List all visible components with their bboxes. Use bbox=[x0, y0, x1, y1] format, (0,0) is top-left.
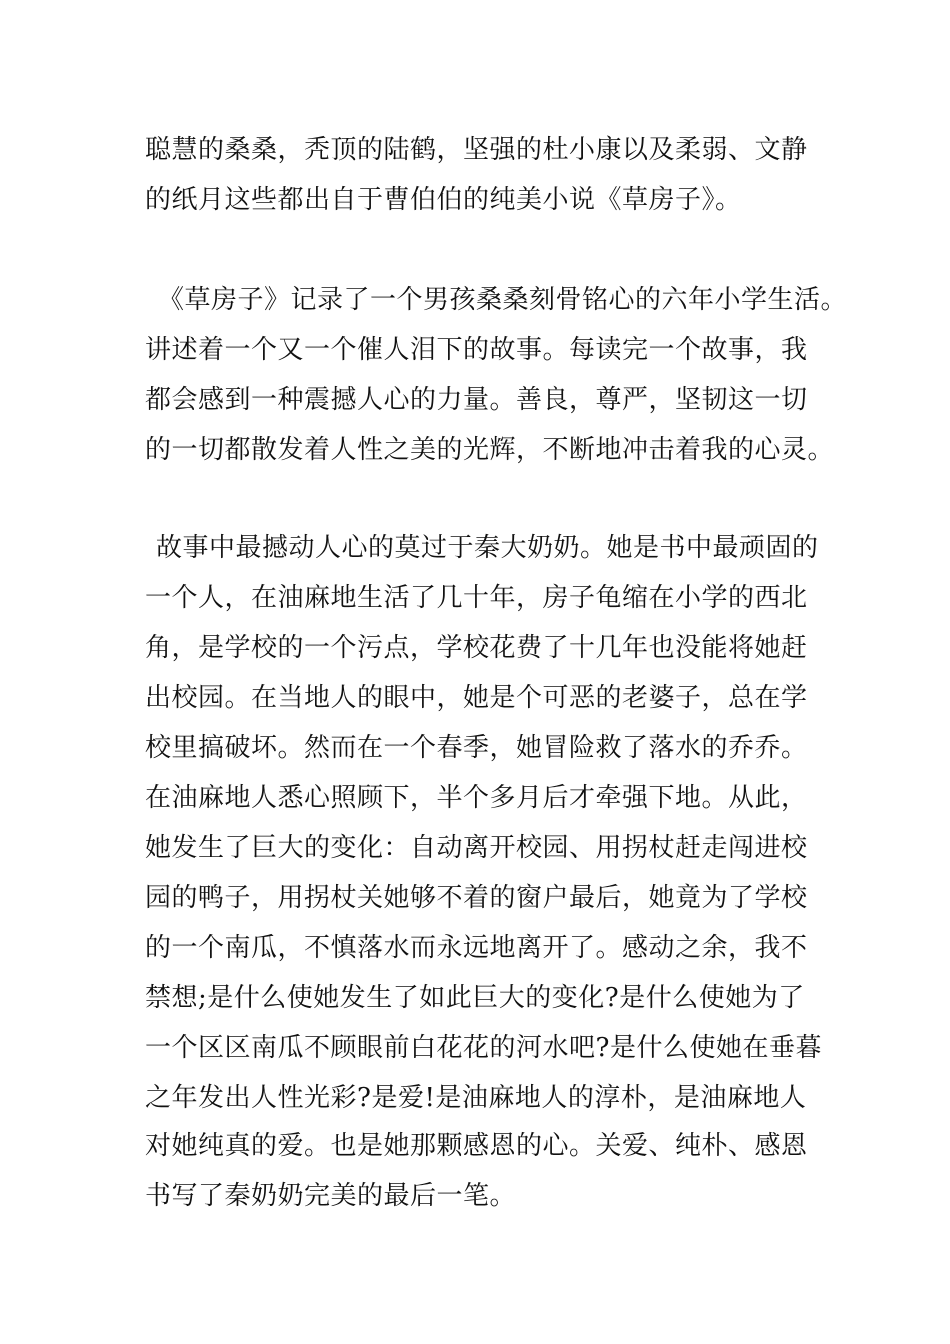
text-line: 她发生了巨大的变化：自动离开校园、用拐杖赶走闯进校 bbox=[145, 833, 808, 863]
text-line: 故事中最撼动人心的莫过于秦大奶奶。她是书中最顽固的 bbox=[156, 533, 819, 563]
text-line: 的一切都散发着人性之美的光辉，不断地冲击着我的心灵。 bbox=[145, 435, 835, 465]
text-line: 聪慧的桑桑，秃顶的陆鹤，坚强的杜小康以及柔弱、文静 bbox=[145, 135, 808, 165]
text-line: 禁想;是什么使她发生了如此巨大的变化?是什么使她为了 bbox=[145, 983, 805, 1013]
text-line: 《草房子》记录了一个男孩桑桑刻骨铭心的六年小学生活。 bbox=[158, 285, 848, 315]
text-line: 出校园。在当地人的眼中，她是个可恶的老婆子，总在学 bbox=[145, 683, 808, 713]
text-line: 书写了秦奶奶完美的最后一笔。 bbox=[145, 1181, 517, 1211]
text-line: 都会感到一种震撼人心的力量。善良，尊严，坚韧这一切 bbox=[145, 385, 808, 415]
text-line: 之年发出人性光彩?是爱!是油麻地人的淳朴，是油麻地人 bbox=[145, 1083, 807, 1113]
text-line: 对她纯真的爱。也是她那颗感恩的心。关爱、纯朴、感恩 bbox=[145, 1131, 808, 1161]
text-line: 在油麻地人悉心照顾下，半个多月后才牵强下地。从此， bbox=[145, 783, 808, 813]
text-line: 校里搞破坏。然而在一个春季，她冒险救了落水的乔乔。 bbox=[145, 733, 808, 763]
text-line: 的一个南瓜，不慎落水而永远地离开了。感动之余，我不 bbox=[145, 933, 808, 963]
text-line: 园的鸭子，用拐杖关她够不着的窗户最后，她竟为了学校 bbox=[145, 883, 808, 913]
text-line: 角，是学校的一个污点，学校花费了十几年也没能将她赶 bbox=[145, 633, 808, 663]
text-line: 讲述着一个又一个催人泪下的故事。每读完一个故事，我 bbox=[145, 335, 808, 365]
text-line: 一个人，在油麻地生活了几十年，房子龟缩在小学的西北 bbox=[145, 583, 808, 613]
text-line: 一个区区南瓜不顾眼前白花花的河水吧?是什么使她在垂暮 bbox=[145, 1033, 822, 1063]
text-line: 的纸月这些都出自于曹伯伯的纯美小说《草房子》。 bbox=[145, 185, 742, 215]
